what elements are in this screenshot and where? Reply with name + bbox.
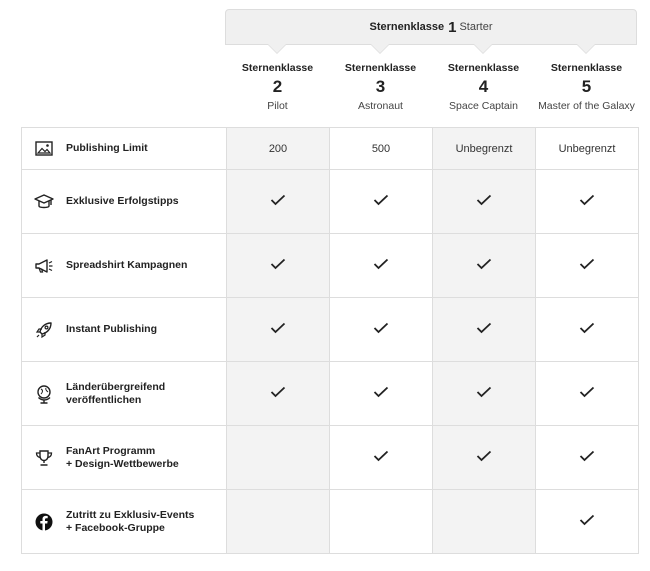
facebook-icon	[34, 512, 54, 532]
tier-name: Pilot	[267, 100, 288, 112]
banner-pointer	[371, 44, 389, 53]
feature-cell	[22, 128, 227, 170]
check-cell	[536, 426, 639, 490]
tier-name: Astronaut	[358, 100, 403, 112]
tier-5-header	[535, 62, 638, 112]
table-row	[22, 234, 639, 298]
check-cell	[330, 234, 433, 298]
check-cell	[433, 170, 536, 234]
image-icon	[34, 139, 54, 159]
check-icon	[579, 450, 595, 462]
tier-1-label: Sternenklasse	[369, 21, 445, 33]
check-cell	[227, 362, 330, 426]
check-cell	[433, 362, 536, 426]
check-icon	[270, 322, 286, 334]
feature-label: Instant Publishing	[66, 323, 157, 335]
check-icon	[579, 258, 595, 270]
check-cell	[433, 298, 536, 362]
check-icon	[270, 386, 286, 398]
tier-1-name: Starter	[459, 21, 493, 33]
empty-cell	[433, 490, 536, 554]
check-cell	[536, 170, 639, 234]
rocket-icon	[34, 320, 54, 340]
tier-label: Sternenklasse	[344, 62, 417, 74]
check-icon	[373, 194, 389, 206]
table-row	[22, 426, 639, 490]
tier-label: Sternenklasse	[550, 62, 623, 74]
feature-label: Länderübergreifend veröffentlichen	[66, 380, 166, 406]
trophy-icon	[34, 448, 54, 468]
check-icon	[373, 322, 389, 334]
tier-4-header	[432, 62, 535, 112]
check-icon	[373, 386, 389, 398]
check-icon	[270, 258, 286, 270]
tier-number: 3	[375, 77, 386, 96]
table-row	[22, 298, 639, 362]
check-cell	[536, 490, 639, 554]
check-icon	[373, 450, 389, 462]
feature-label: FanArt Programm + Design-Wettbewerbe	[66, 444, 179, 470]
globe-icon	[34, 384, 54, 404]
table-row	[22, 362, 639, 426]
check-icon	[579, 194, 595, 206]
check-icon	[373, 258, 389, 270]
tier-3-header	[329, 62, 432, 112]
check-cell	[536, 298, 639, 362]
tier-name: Master of the Galaxy	[538, 100, 635, 112]
check-icon	[270, 194, 286, 206]
banner-pointer	[474, 44, 492, 53]
empty-cell	[330, 490, 433, 554]
table-row	[22, 128, 639, 170]
check-cell	[433, 426, 536, 490]
graduation-cap-icon	[34, 192, 54, 212]
feature-cell	[22, 234, 227, 298]
check-cell	[227, 234, 330, 298]
feature-cell	[22, 362, 227, 426]
feature-label: Spreadshirt Kampagnen	[66, 259, 188, 271]
tier-name: Space Captain	[449, 100, 518, 112]
tier-label: Sternenklasse	[447, 62, 520, 74]
check-icon	[579, 386, 595, 398]
value-cell: 200	[227, 128, 330, 170]
banner-pointer	[268, 44, 286, 53]
check-cell	[330, 298, 433, 362]
tier-1-number: 1	[448, 18, 457, 36]
feature-cell	[22, 298, 227, 362]
value-cell: Unbegrenzt	[433, 128, 536, 170]
value-cell: Unbegrenzt	[536, 128, 639, 170]
feature-label: Publishing Limit	[66, 142, 148, 154]
check-cell	[536, 234, 639, 298]
tier-label: Sternenklasse	[241, 62, 314, 74]
table-row	[22, 170, 639, 234]
megaphone-icon	[34, 256, 54, 276]
check-icon	[476, 258, 492, 270]
feature-cell	[22, 490, 227, 554]
check-cell	[330, 362, 433, 426]
feature-label: Exklusive Erfolgstipps	[66, 195, 179, 207]
banner-pointer	[577, 44, 595, 53]
tier-2-header	[226, 62, 329, 112]
tier-number: 2	[272, 77, 283, 96]
feature-cell	[22, 170, 227, 234]
tier-1-banner	[225, 9, 637, 45]
check-icon	[579, 514, 595, 526]
table-row	[22, 490, 639, 554]
tier-number: 5	[581, 77, 592, 96]
check-icon	[476, 386, 492, 398]
check-icon	[476, 450, 492, 462]
check-cell	[433, 234, 536, 298]
empty-cell	[227, 490, 330, 554]
empty-cell	[227, 426, 330, 490]
feature-cell	[22, 426, 227, 490]
check-cell	[227, 298, 330, 362]
check-cell	[536, 362, 639, 426]
feature-label: Zutritt zu Exklusiv-Events + Facebook-Gruppe	[66, 508, 195, 534]
check-cell	[330, 426, 433, 490]
value-cell: 500	[330, 128, 433, 170]
check-icon	[476, 322, 492, 334]
check-icon	[476, 194, 492, 206]
tier-number: 4	[478, 77, 489, 96]
comparison-table	[21, 127, 639, 554]
check-cell	[330, 170, 433, 234]
check-icon	[579, 322, 595, 334]
check-cell	[227, 170, 330, 234]
